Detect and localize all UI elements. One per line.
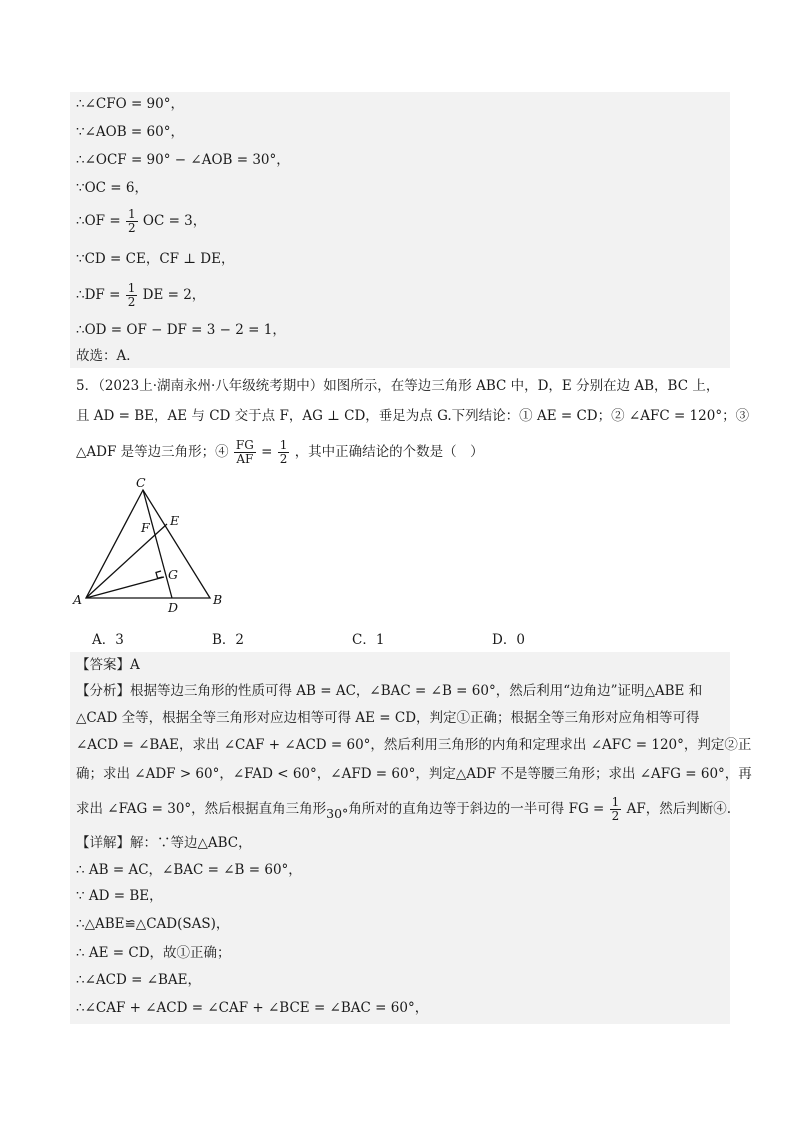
fraction: $\frac{1}{2}$ <box>611 795 620 823</box>
fraction: $\frac{1}{2}$ <box>127 281 136 309</box>
option-a: A．3 <box>92 632 124 648</box>
answer-line-6: 求出 ∠FAG = 30°，然后根据直角三角形30°角所对的直角边等于斜边的一半可得 FG = $\frac{1}{2}$ AF，然后判断④. <box>76 795 732 823</box>
solution-line-7: ∴DF = $\frac{1}{2}$ DE = 2， <box>76 281 206 309</box>
solution-line-8: ∴OD = OF − DF = 3 − 2 = 1， <box>76 322 286 338</box>
detail-line-7: ∴∠CAF + ∠ACD = ∠CAF + ∠BCE = ∠BAC = 60°， <box>76 1000 429 1016</box>
fraction: $\frac{1}{2}$ <box>127 207 136 235</box>
answer-line-3: △CAD 全等，根据全等三角形对应边相等可得 AE = CD，判定①正确；根据全等三角形对应角相等可得 <box>76 710 700 726</box>
option-b: B．2 <box>212 632 245 648</box>
solution-line-2: ∵∠AOB = 60°， <box>76 124 184 140</box>
solution-line-1: ∴∠CFO = 90°， <box>76 96 184 112</box>
solution-line-5: ∴OF = $\frac{1}{2}$ OC = 3， <box>76 207 207 235</box>
solution-line-9: 故选：A． <box>76 348 140 364</box>
fraction: $\frac{1}{2}$ <box>279 438 288 466</box>
label-g: G <box>168 567 178 582</box>
label-b: B <box>213 592 223 607</box>
answer-line-1: 【答案】A <box>76 657 140 673</box>
option-c: C．1 <box>352 632 385 648</box>
fraction: $\frac{FG}{AF}$ <box>235 438 254 466</box>
question-line-3: △ADF 是等边三角形；④ $\frac{FG}{AF}$ = $\frac{1}{2}$ ，其中正确结论的个数是（ ） <box>76 438 484 466</box>
detail-line-4: ∴△ABE≌△CAD(SAS)， <box>76 916 230 932</box>
solution-line-6: ∵CD = CE，CF ⊥ DE， <box>76 251 235 267</box>
right-angle-mark <box>156 571 163 578</box>
detail-line-6: ∴∠ACD = ∠BAE， <box>76 972 202 988</box>
detail-line-2: ∴ AB = AC，∠BAC = ∠B = 60°， <box>76 862 302 878</box>
question-line-1: 5．（2023上·湖南永州·八年级统考期中）如图所示，在等边三角形 ABC 中，D，E 分别在边 AB，BC 上， <box>76 378 720 394</box>
detail-line-5: ∴ AE = CD，故①正确； <box>76 945 231 961</box>
question-line-2: 且 AD = BE，AE 与 CD 交于点 F，AG ⊥ CD，垂足为点 G.下列结论：① AE = CD；② ∠AFC = 120°；③ <box>76 408 750 424</box>
label-f: F <box>141 520 150 535</box>
detail-line-1: 【详解】解：∵等边△ABC， <box>76 835 252 851</box>
answer-line-2: 【分析】根据等边三角形的性质可得 AB = AC，∠BAC = ∠B = 60°，然后利用“边角边”证明△ABE 和 <box>76 683 703 699</box>
detail-line-3: ∵ AD = BE， <box>76 888 163 904</box>
label-e: E <box>170 513 180 528</box>
solution-line-3: ∴∠OCF = 90° − ∠AOB = 30°， <box>76 152 290 168</box>
triangle-figure <box>66 476 236 616</box>
label-d: D <box>168 600 179 615</box>
solution-line-4: ∵OC = 6， <box>76 180 148 196</box>
answer-line-4: ∠ACD = ∠BAE，求出 ∠CAF + ∠ACD = 60°，然后利用三角形的内角和定理求出 ∠AFC = 120°，判定②正 <box>76 737 752 753</box>
label-a: A <box>73 592 83 607</box>
answer-line-5: 确；求出 ∠ADF > 60°，∠FAD < 60°，∠AFD = 60°，判定△ADF 不是等腰三角形；求出 ∠AFG = 60°，再 <box>76 766 752 782</box>
label-c: C <box>136 476 146 490</box>
option-d: D．0 <box>492 632 525 648</box>
